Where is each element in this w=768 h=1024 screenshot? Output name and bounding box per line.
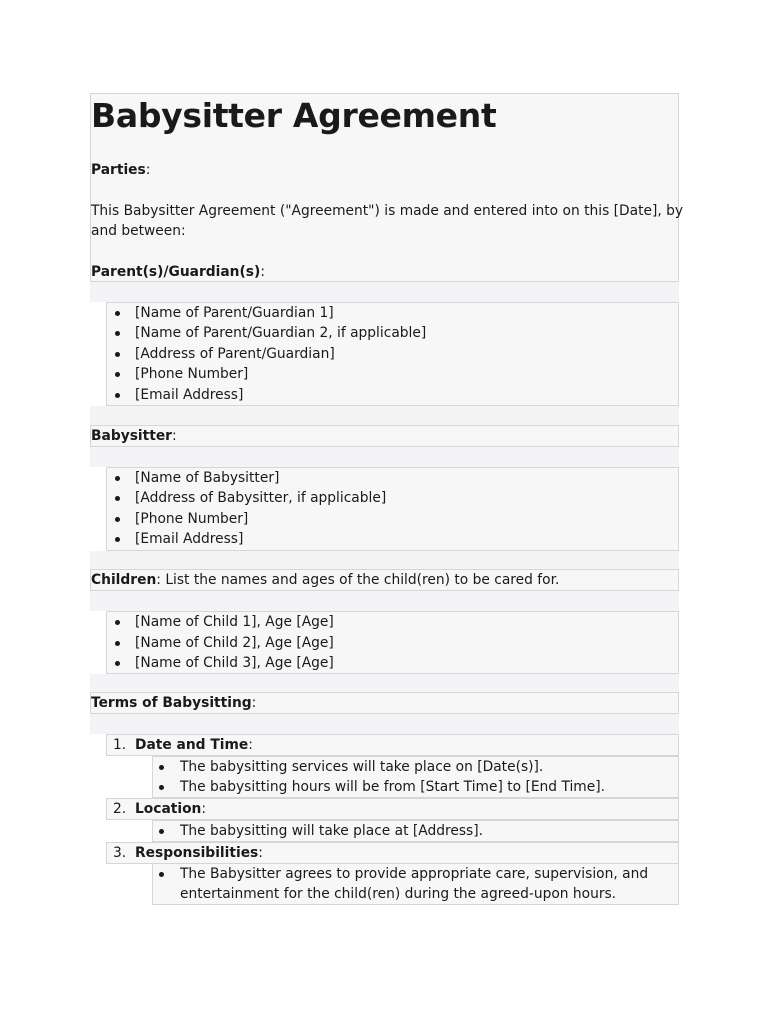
bullet-icon [115,496,120,501]
terms-section-number: 1. [113,737,127,753]
children-description: List the names and ages of the child(ren) to be cared for. [165,572,560,588]
children-list-item: [Name of Child 2], Age [Age] [135,635,334,651]
bullet-icon [115,620,120,625]
spacer [90,674,679,692]
bullet-icon [115,537,120,542]
children-list-item: [Name of Child 1], Age [Age] [135,614,334,630]
bullet-icon [115,311,120,316]
spacer [90,282,679,302]
babysitter-list-item: [Name of Babysitter] [135,470,280,486]
document-title: Babysitter Agreement [91,96,497,135]
terms-list-item: The babysitting services will take place on [Date(s)]. [180,759,544,775]
parents-list-item: [Name of Parent/Guardian 2, if applicable] [135,325,427,341]
terms-list-item-line-1: The Babysitter agrees to provide appropriate care, supervision, and [180,866,649,882]
children-heading: Children: List the names and ages of the child(ren) to be cared for. [91,572,560,588]
babysitter-heading-block [90,425,679,447]
parents-list-item: [Address of Parent/Guardian] [135,346,335,362]
terms-section-heading: Date and Time: [135,737,253,753]
terms-list-item: The babysitting hours will be from [Start Time] to [End Time]. [180,779,605,795]
bullet-icon [159,785,164,790]
parents-label: Parent(s)/Guardian(s) [91,264,261,280]
terms-section-number: 3. [113,845,127,861]
terms-section-label: Location [135,801,202,817]
terms-list-item-line-2: entertainment for the child(ren) during the agreed-upon hours. [180,886,617,902]
terms-section-label: Responsibilities [135,845,259,861]
spacer [90,447,679,467]
bullet-icon [115,331,120,336]
babysitter-heading: Babysitter: [91,428,177,444]
parents-list-item: [Name of Parent/Guardian 1] [135,305,334,321]
bullet-icon [115,476,120,481]
babysitter-list-item: [Email Address] [135,531,244,547]
bullet-icon [159,872,164,877]
terms-label: Terms of Babysitting [91,695,252,711]
bullet-icon [115,641,120,646]
terms-section-label: Date and Time [135,737,249,753]
terms-list-item: The babysitting will take place at [Address]. [180,823,483,839]
terms-section-heading: Responsibilities: [135,845,263,861]
terms-section-number: 2. [113,801,127,817]
spacer [90,714,679,734]
babysitter-list-item: [Address of Babysitter, if applicable] [135,490,387,506]
babysitter-label: Babysitter [91,428,172,444]
bullet-icon [115,393,120,398]
parents-list-item: [Email Address] [135,387,244,403]
parties-intro-line-1: This Babysitter Agreement ("Agreement") is made and entered into on this [Date], by [91,203,684,219]
parties-label: Parties [91,162,146,178]
parents-heading: Parent(s)/Guardian(s): [91,264,265,280]
children-label: Children [91,572,157,588]
bullet-icon [115,517,120,522]
bullet-icon [159,765,164,770]
bullet-icon [115,372,120,377]
babysitter-list-item: [Phone Number] [135,511,249,527]
bullet-icon [115,352,120,357]
children-list-item: [Name of Child 3], Age [Age] [135,655,334,671]
spacer [90,591,679,611]
parties-heading: Parties: [91,162,151,178]
bullet-icon [115,661,120,666]
spacer [90,406,679,426]
parents-list-item: [Phone Number] [135,366,249,382]
terms-section-heading: Location: [135,801,207,817]
terms-heading: Terms of Babysitting: [91,695,257,711]
spacer [90,551,679,569]
parties-intro-line-2: and between: [91,223,186,239]
bullet-icon [159,829,164,834]
